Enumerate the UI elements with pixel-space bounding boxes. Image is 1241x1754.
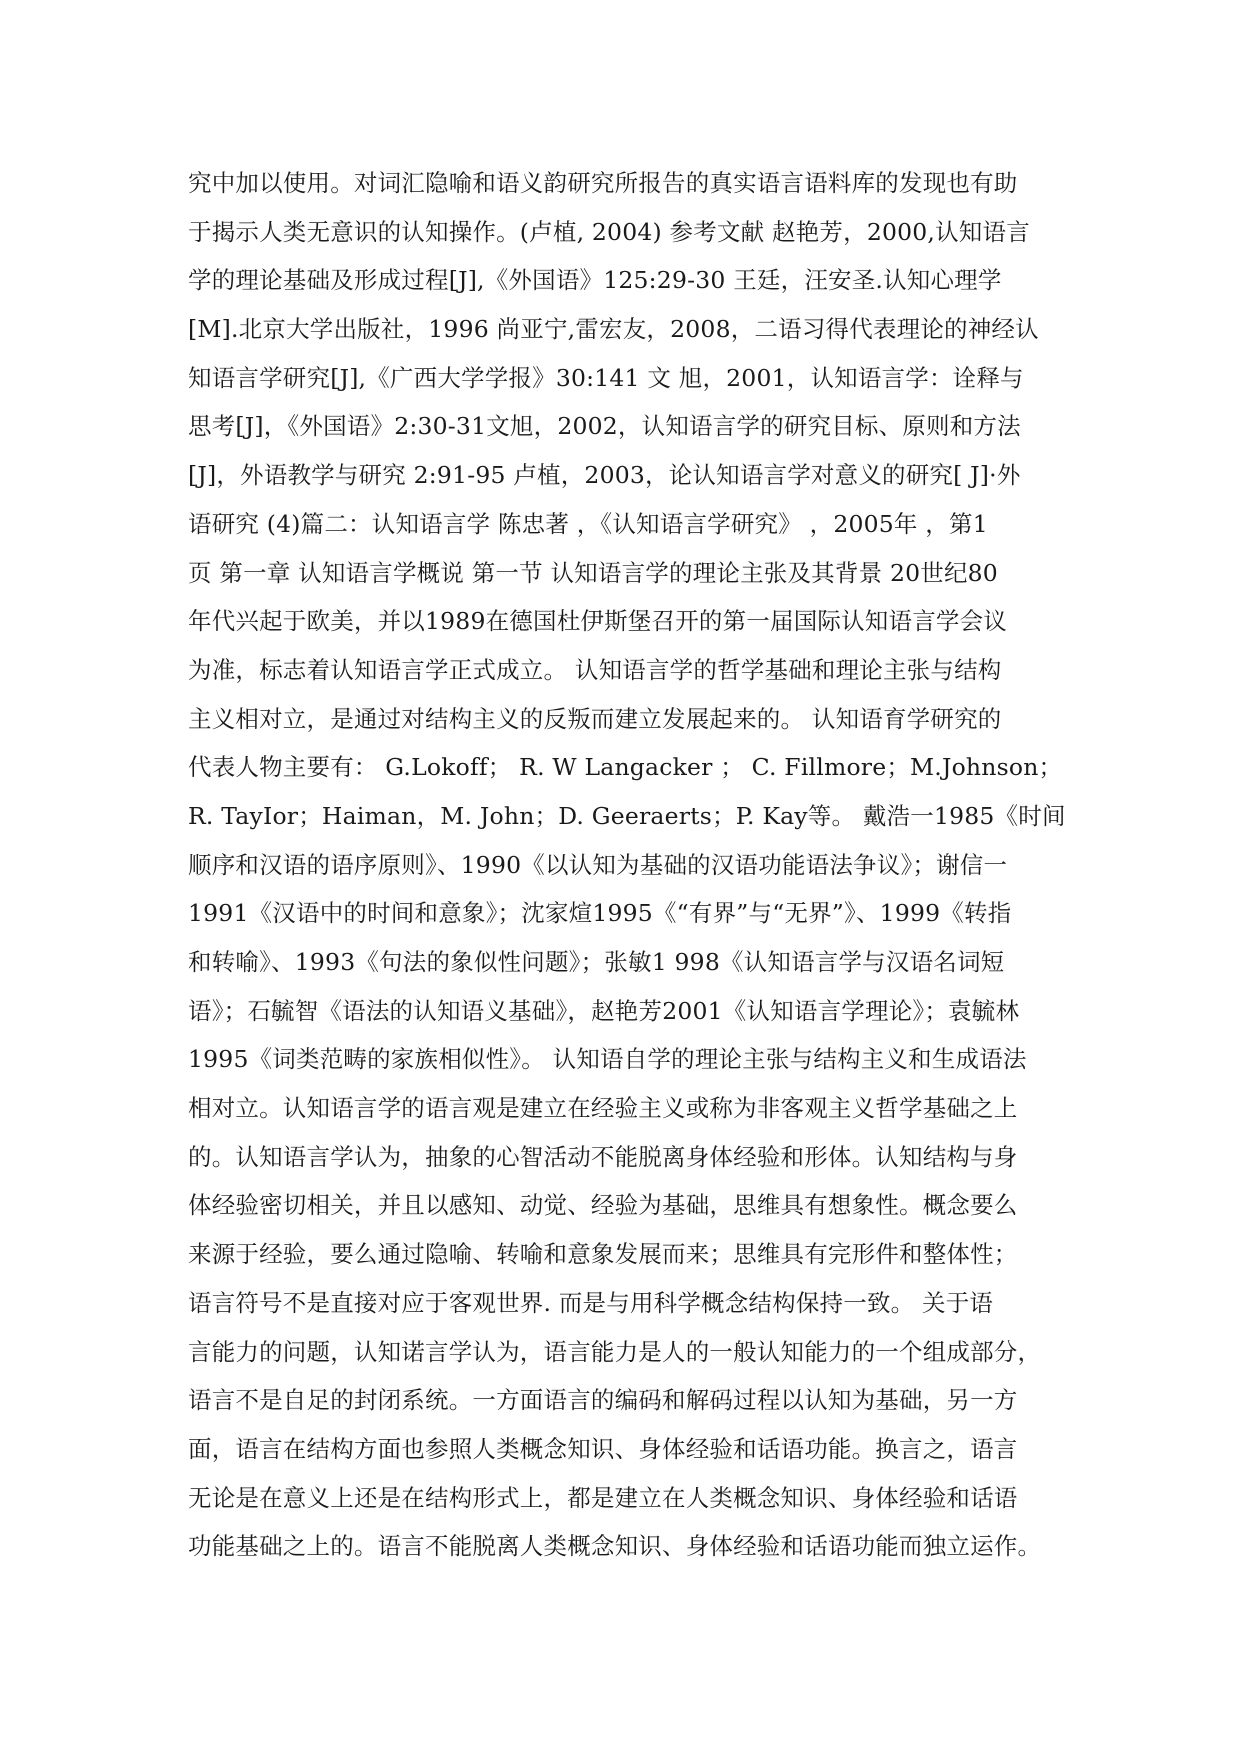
text-line-13: 代表人物主要有： G.Lokoff； R. W Langacker ； C. Fillmore；M.Johnson；	[188, 753, 1063, 782]
text-line-19: 1995《词类范畴的家族相似性》。 认知语自学的理论主张与结构主义和生成语法	[188, 1045, 1027, 1074]
text-line-21: 的。认知语言学认为，抽象的心智活动不能脱离身体经验和形体。认知结构与身	[188, 1142, 1018, 1171]
text-line-10: 年代兴起于欧美，并以1989在德国杜伊斯堡召开的第一届国际认知语言学会议	[188, 607, 1008, 636]
text-line-24: 语言符号不是直接对应于客观世界. 而是与用科学概念结构保持一致。 关于语	[188, 1288, 994, 1317]
text-line-4: [M].北京大学出版社，1996 尚亚宁,雷宏友，2008，二语习得代表理论的神经认	[188, 315, 1039, 344]
text-line-3: 学的理论基础及形成过程[J],《外国语》125:29-30 王廷，汪安圣.认知心理学	[188, 266, 1002, 295]
text-line-9: 页 第一章 认知语言学概说 第一节 认知语言学的理论主张及其背景 20世纪80	[188, 558, 998, 587]
text-line-5: 知语言学研究[J],《广西大学学报》30:141 文 旭，2001，认知语言学：诠释与	[188, 363, 1024, 392]
text-line-27: 面，语言在结构方面也参照人类概念知识、身体经验和话语功能。换言之，语言	[188, 1434, 1018, 1463]
text-line-22: 体经验密切相关，并且以感知、动觉、经验为基础，思维具有想象性。概念要么	[188, 1191, 1018, 1220]
text-line-11: 为准，标志着认知语言学正式成立。 认知语言学的哲学基础和理论主张与结构	[188, 655, 1002, 684]
text-line-6: 思考[J]，《外国语》2:30-31文旭，2002，认知语言学的研究目标、原则和方法	[188, 412, 1021, 441]
text-line-26: 语言不是自足的封闭系统。一方面语言的编码和解码过程以认知为基础，另一方	[188, 1386, 1018, 1415]
text-line-25: 言能力的问题，认知诺言学认为，语言能力是人的一般认知能力的一个组成部分，	[188, 1337, 1042, 1366]
text-line-15: 顺序和汉语的语序原则》、1990《以认知为基础的汉语功能语法争议》；谢信一	[188, 850, 1008, 879]
text-line-16: 1991《汉语中的时间和意象》；沈家煊1995《“有界”与“无界”》、1999《转指	[188, 899, 1012, 928]
text-line-14: R. TayIor；Haiman，M. John；D. Geeraerts；P. Kay等。 戴浩一1985《时间	[188, 801, 1066, 830]
text-line-7: [J]，外语教学与研究 2:91-95 卢植，2003，论认知语言学对意义的研究[ J]·外	[188, 461, 1021, 490]
text-line-20: 相对立。认知语言学的语言观是建立在经验主义或称为非客观主义哲学基础之上	[188, 1094, 1018, 1123]
text-line-29: 功能基础之上的。语言不能脱离人类概念知识、身体经验和话语功能而独立运作。	[188, 1532, 1042, 1561]
text-line-18: 语》；石毓智《语法的认知语义基础》，赵艳芳2001《认知语言学理论》；袁毓林	[188, 996, 1020, 1025]
text-line-12: 主义相对立，是通过对结构主义的反叛而建立发展起来的。 认知语育学研究的	[188, 704, 1002, 733]
text-line-23: 来源于经验，要么通过隐喻、转喻和意象发展而来；思维具有完形件和整体性；	[188, 1240, 1018, 1269]
text-line-1: 究中加以使用。对词汇隐喻和语义韵研究所报告的真实语言语料库的发现也有助	[188, 169, 1018, 197]
text-line-2: 于揭示人类无意识的认知操作。(卢植, 2004) 参考文献 赵艳芳，2000,认知语言	[188, 217, 1030, 246]
text-line-8: 语研究 (4)篇二：认知语言学 陈忠著 ，《认知语言学研究》 ，2005年 ，第1	[188, 509, 988, 538]
text-line-17: 和转喻》、1993《句法的象似性问题》；张敏1 998《认知语言学与汉语名词短	[188, 948, 1005, 976]
body-text	[188, 159, 1068, 1571]
text-line-28: 无论是在意义上还是在结构形式上，都是建立在人类概念知识、身体经验和话语	[188, 1483, 1018, 1512]
